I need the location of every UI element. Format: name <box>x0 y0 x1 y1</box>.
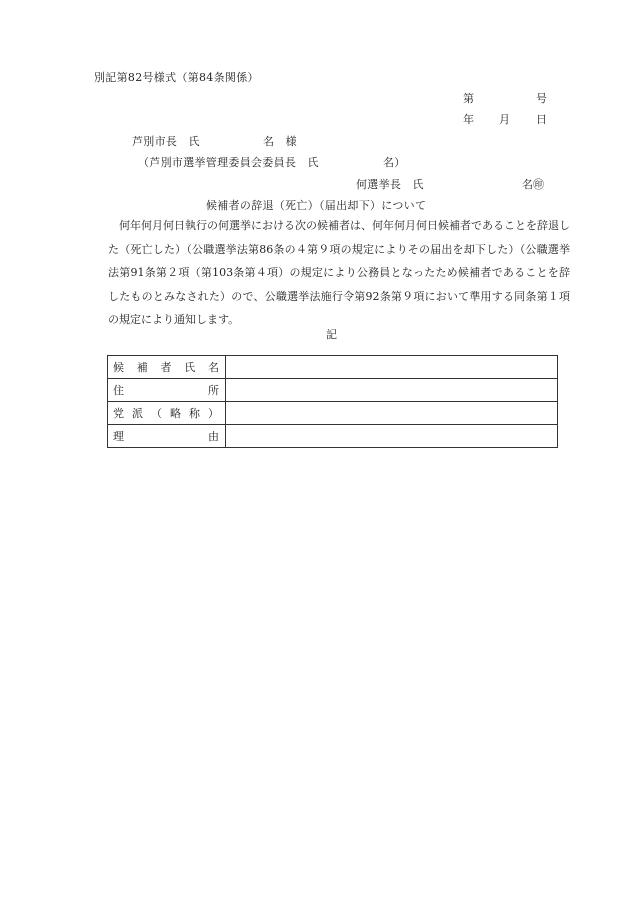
label-char: 補 <box>136 360 148 374</box>
addressee-commission: （芦別市選挙管理委員会委員長 氏 <box>138 156 319 169</box>
addressee-commission-name: 名） <box>383 156 406 169</box>
label-char: 派 <box>132 406 143 420</box>
date-label-year: 年 <box>463 113 474 126</box>
sender-title: 何選挙長 氏 <box>356 178 424 191</box>
table-row <box>108 402 558 425</box>
label-char: 称 <box>189 406 200 420</box>
table-row <box>108 425 558 448</box>
subject-line: 候補者の辞退（死亡）（届出却下）について <box>206 199 427 212</box>
table-row <box>108 356 558 379</box>
table-row <box>108 379 558 402</box>
label-char: （ <box>151 406 162 420</box>
date-label-month: 月 <box>499 113 510 126</box>
row-label <box>108 379 226 402</box>
row-value[interactable] <box>226 425 558 448</box>
candidate-table <box>107 355 558 448</box>
number-label-go: 号 <box>536 92 547 105</box>
label-char: 所 <box>208 383 219 397</box>
label-char: 理 <box>113 429 124 443</box>
row-value[interactable] <box>226 379 558 402</box>
label-char: 名 <box>208 360 219 374</box>
row-label <box>108 402 226 425</box>
label-char: 由 <box>208 429 219 443</box>
label-char: 候 <box>113 360 124 374</box>
label-char: ） <box>208 406 219 420</box>
label-char: 略 <box>170 406 181 420</box>
body-paragraph: 何年何月何日執行の何選挙における次の候補者は、何年何月何日候補者であることを辞退した（死亡した）（公職選挙法第86条の４第９項の規定によりその届出を却下した）（公職選挙法第91条第２項（第103条第４項）の規定により公務員となったため候補者であることを辞したものとみなされた）ので、公職選挙法施行令第92条第９項において準用する同条第１項の規定により通知します。 <box>108 219 570 326</box>
number-label-dai: 第 <box>463 92 474 105</box>
form-title: 別記第82号様式（第84条関係） <box>94 71 259 84</box>
row-value[interactable] <box>226 402 558 425</box>
ki-heading: 記 <box>326 328 337 341</box>
row-label <box>108 425 226 448</box>
label-char: 氏 <box>184 360 196 374</box>
row-label <box>108 356 226 379</box>
row-value[interactable] <box>226 356 558 379</box>
sender-name-seal: 名㊞ <box>522 178 544 191</box>
addressee-mayor-name: 名 様 <box>263 135 297 148</box>
date-label-day: 日 <box>536 113 547 126</box>
addressee-mayor: 芦別市長 氏 <box>132 135 200 148</box>
label-char: 党 <box>113 406 124 420</box>
label-char: 住 <box>113 383 124 397</box>
label-char: 者 <box>160 360 172 374</box>
